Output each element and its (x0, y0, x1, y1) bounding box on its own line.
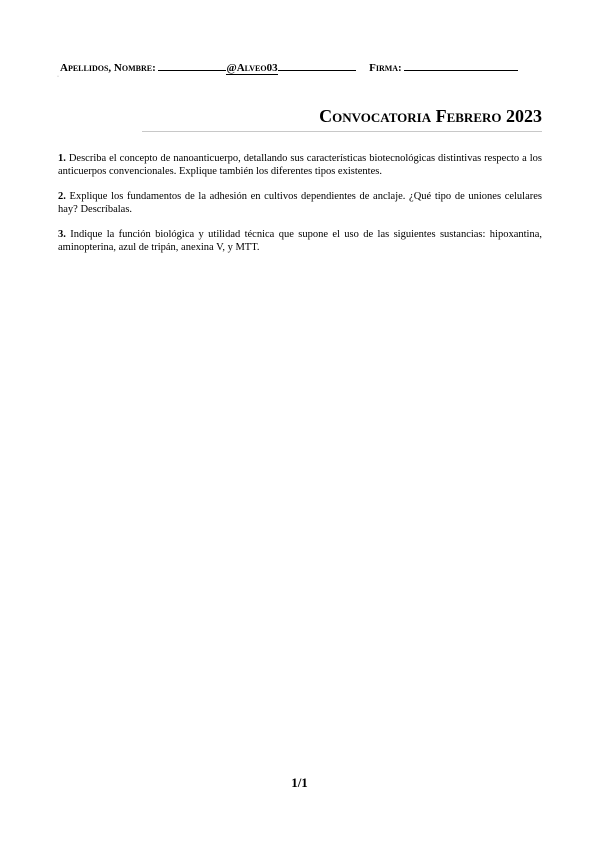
signature-blank-line[interactable] (404, 60, 518, 71)
question-1 (58, 152, 542, 178)
name-blank-line-end[interactable] (278, 60, 356, 71)
name-blank-line[interactable] (158, 60, 226, 71)
signature-label: Firma: (369, 62, 402, 74)
question-text: Indique la función biológica y utilidad técnica que supone el uso de las siguientes sustancias: hipoxantina, aminopterina, azul de tripán, anexina V, y MTT. (58, 229, 542, 253)
question-list (58, 152, 542, 266)
author-handle: @Alveo03 (226, 62, 278, 74)
page-number: 1/1 (291, 775, 308, 790)
question-number: 1. (58, 153, 66, 164)
exam-title: Convocatoria Febrero 2023 (319, 106, 542, 126)
question-number: 2. (58, 191, 66, 202)
question-text: Describa el concepto de nanoanticuerpo, detallando sus características biotecnológicas distintivas respecto a los anticuerpos convencionales. Explique también los diferentes tipos existentes. (58, 153, 543, 177)
exam-header (60, 60, 540, 75)
title-divider (142, 131, 542, 132)
name-label: Apellidos, Nombre: (60, 62, 156, 74)
stray-mark: · (57, 74, 59, 80)
question-number: 3. (58, 229, 66, 240)
question-text: Explique los fundamentos de la adhesión en cultivos dependientes de anclaje. ¿Qué tipo de uniones celulares hay? Descríbalas. (58, 191, 543, 215)
question-3 (58, 228, 542, 254)
question-2 (58, 190, 542, 216)
